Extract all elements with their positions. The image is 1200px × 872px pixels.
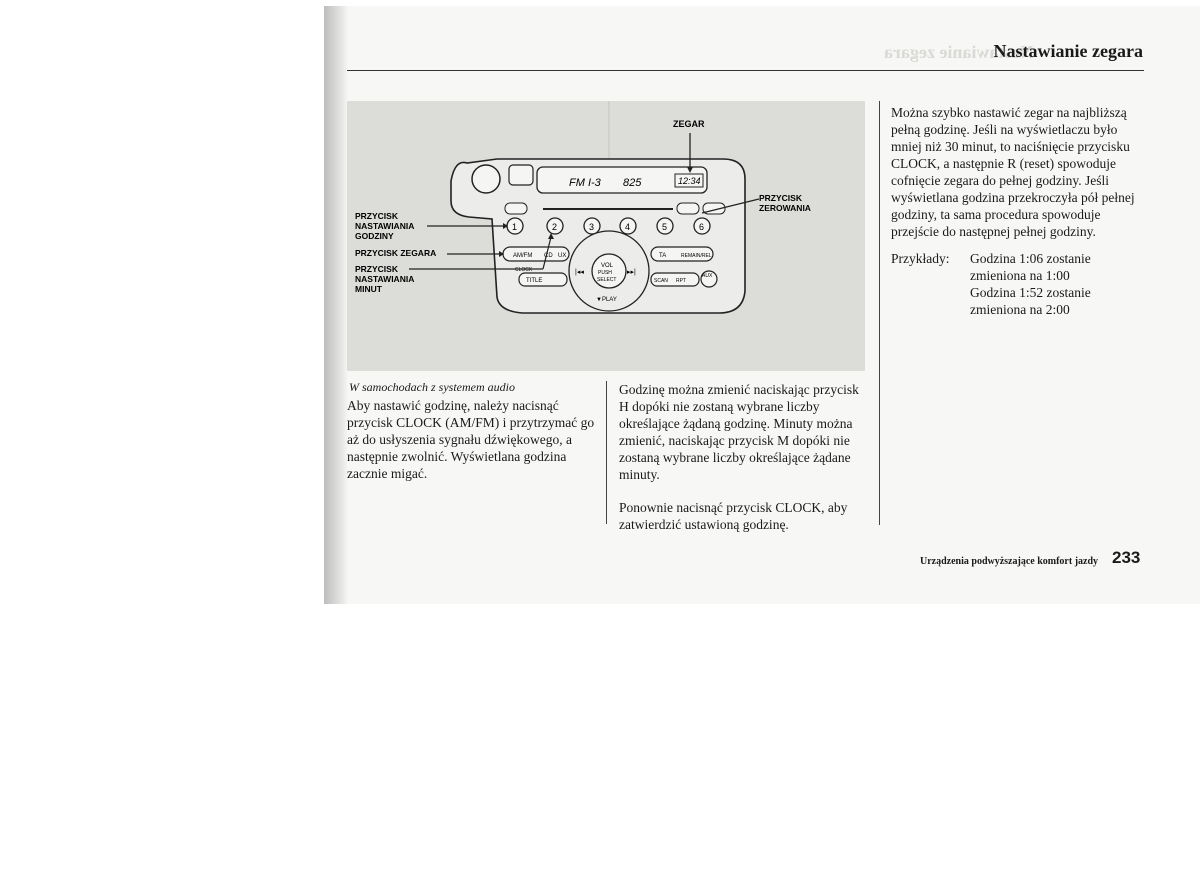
svg-text:5: 5 <box>662 222 668 232</box>
svg-text:3: 3 <box>589 222 595 232</box>
svg-text:AUX: AUX <box>702 273 713 279</box>
svg-text:TITLE: TITLE <box>526 278 543 284</box>
svg-text:▸▸|: ▸▸| <box>627 269 636 276</box>
scan-rpt-button[interactable] <box>651 273 699 286</box>
example-line: Godzina 1:06 zostanie <box>970 251 1091 266</box>
svg-text:SCAN: SCAN <box>654 278 668 284</box>
label-zegara: PRZYCISK ZEGARA <box>355 248 437 258</box>
preset-4-button[interactable] <box>620 218 636 234</box>
clock-label: CLOCK <box>515 267 533 273</box>
svg-text:SELECT: SELECT <box>597 277 617 283</box>
svg-text:RPT: RPT <box>676 278 686 284</box>
svg-text:▼PLAY: ▼PLAY <box>596 297 617 303</box>
header-rule <box>347 70 1144 71</box>
label-minut-2: NASTAWIANIA <box>355 274 415 284</box>
label-godziny-1: PRZYCISK <box>355 211 398 221</box>
svg-text:AM/FM: AM/FM <box>513 253 533 259</box>
preset-5-button[interactable] <box>657 218 673 234</box>
label-zerowania-2: ZEROWANIA <box>759 203 811 213</box>
example-line: zmieniona na 2:00 <box>970 302 1070 317</box>
example-line: zmieniona na 1:00 <box>970 268 1070 283</box>
footer-section-title: Urządzenia podwyższające komfort jazdy <box>920 556 1099 567</box>
column-3 <box>891 104 1143 318</box>
example-line: Godzina 1:52 zostanie <box>970 285 1091 300</box>
svg-text:4: 4 <box>625 222 631 232</box>
preset-1-button[interactable] <box>507 218 523 234</box>
power-knob <box>472 165 500 193</box>
label-godziny-3: GODZINY <box>355 231 394 241</box>
title-button[interactable] <box>519 273 567 286</box>
column-1 <box>347 397 599 498</box>
bleed-through-text: Nastawianie zegara <box>884 42 1034 62</box>
svg-text:6: 6 <box>699 222 705 232</box>
label-zerowania-1: PRZYCISK <box>759 193 802 203</box>
aux-button[interactable] <box>701 271 717 287</box>
svg-text:2: 2 <box>552 222 558 232</box>
page-gutter-shadow <box>324 6 348 604</box>
column-divider-2 <box>879 101 880 525</box>
ta-remain-button[interactable] <box>651 247 713 261</box>
page-title: Nastawianie zegara <box>993 41 1143 61</box>
column-2-paragraph-1: Godzinę można zmienić naciskając przycisk H dopóki nie zostaną wybrane liczby określające żądaną godzinę. Minuty można zmienić, naciskając przycisk M dopóki nie zostaną wybrane liczby określające żądane minuty. <box>619 382 859 482</box>
svg-text:VOL: VOL <box>601 263 614 269</box>
display-clock: 12:34 <box>678 176 701 186</box>
column-2 <box>619 381 864 549</box>
svg-text:TA: TA <box>659 253 667 259</box>
svg-text:REMAIN/REL: REMAIN/REL <box>681 253 712 259</box>
radio-figure <box>347 101 865 371</box>
label-minut-3: MINUT <box>355 284 382 294</box>
figure-caption: W samochodach z systemem audio <box>349 380 515 394</box>
examples-block <box>891 250 1143 318</box>
label-minut-1: PRZYCISK <box>355 264 398 274</box>
page-number: 233 <box>1112 548 1141 567</box>
display-frequency: 825 <box>623 177 642 189</box>
column-1-paragraph: Aby nastawić godzinę, należy nacisnąć przycisk CLOCK (AM/FM) i przytrzymać go aż do usłyszenia sygnału dźwiękowego, a następnie zwolnić. Wyświetlana godzina zacznie migać. <box>347 398 595 481</box>
preset-2-button[interactable] <box>547 218 563 234</box>
volume-select-knob[interactable] <box>569 231 649 311</box>
column-divider-1 <box>606 381 607 524</box>
audio-unit-illustration <box>347 101 865 371</box>
svg-text:1: 1 <box>512 222 518 232</box>
preset-3-button[interactable] <box>584 218 600 234</box>
display-band: FM I-3 <box>569 177 601 189</box>
svg-text:CD: CD <box>544 253 553 259</box>
label-zegar: ZEGAR <box>673 119 705 129</box>
svg-text:PUSH: PUSH <box>598 270 612 276</box>
column-3-paragraph: Można szybko nastawić zegar na najbliższą pełną godzinę. Jeśli na wyświetlaczu było mniej niż 30 minut, to naciśnięcie przycisku CLOCK, a następnie R (reset) spowoduje cofnięcie zegara do pełnej godziny. Jeśli wyświetlana godzina przekroczyła pół pełnej godziny, ta sama procedura spowoduje przejście do następnej pełnej godziny. <box>891 105 1135 239</box>
examples-label: Przykłady: <box>891 251 950 266</box>
column-2-paragraph-2: Ponownie nacisnąć przycisk CLOCK, aby zatwierdzić ustawioną godzinę. <box>619 500 848 532</box>
am-fm-cd-button[interactable] <box>503 247 569 261</box>
preset-6-button[interactable] <box>694 218 710 234</box>
svg-text:UX: UX <box>558 253 567 259</box>
label-godziny-2: NASTAWIANIA <box>355 221 415 231</box>
svg-text:|◂◂: |◂◂ <box>575 269 584 276</box>
examples-list <box>970 250 1091 318</box>
